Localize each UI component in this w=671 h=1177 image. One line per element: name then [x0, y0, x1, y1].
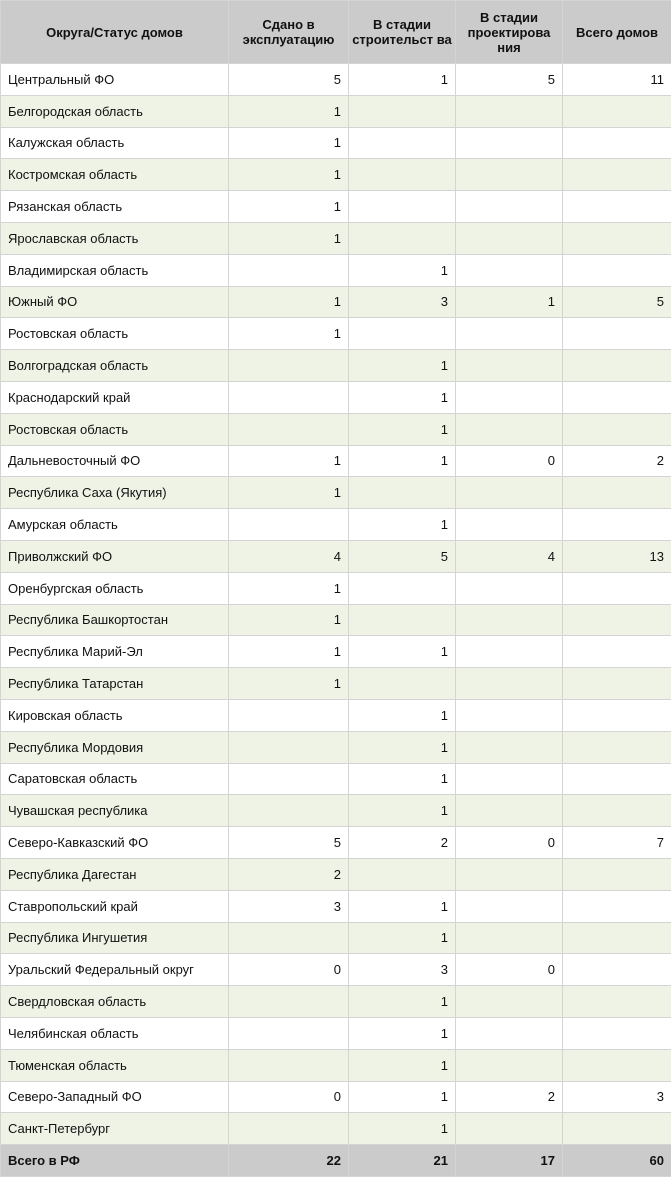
construction-cell: 1 — [349, 254, 456, 286]
design-cell — [456, 668, 563, 700]
region-name: Оренбургская область — [1, 572, 229, 604]
region-name: Республика Ингушетия — [1, 922, 229, 954]
commissioned-cell: 3 — [229, 890, 349, 922]
region-name: Северо-Западный ФО — [1, 1081, 229, 1113]
table-row — [1, 668, 671, 700]
table-row — [1, 922, 671, 954]
commissioned-cell: 1 — [229, 191, 349, 223]
total-cell — [563, 477, 671, 509]
table-row — [1, 318, 671, 350]
region-name: Центральный ФО — [1, 64, 229, 96]
commissioned-cell: 1 — [229, 572, 349, 604]
total-cell — [563, 1113, 671, 1145]
total-commissioned: 22 — [229, 1145, 349, 1177]
header-region: Округа/Статус домов — [1, 1, 229, 64]
total-cell — [563, 890, 671, 922]
table-row — [1, 159, 671, 191]
construction-cell: 1 — [349, 731, 456, 763]
total-cell — [563, 986, 671, 1018]
total-cell — [563, 509, 671, 541]
table-row — [1, 1113, 671, 1145]
design-cell — [456, 636, 563, 668]
construction-cell — [349, 858, 456, 890]
table-row — [1, 381, 671, 413]
design-cell — [456, 318, 563, 350]
table-row — [1, 477, 671, 509]
table-row — [1, 604, 671, 636]
region-name: Амурская область — [1, 509, 229, 541]
total-cell: 7 — [563, 827, 671, 859]
design-cell — [456, 191, 563, 223]
table-row — [1, 191, 671, 223]
construction-cell: 1 — [349, 890, 456, 922]
construction-cell: 1 — [349, 1017, 456, 1049]
design-cell — [456, 222, 563, 254]
commissioned-cell: 1 — [229, 222, 349, 254]
header-row — [1, 1, 671, 64]
table-row — [1, 636, 671, 668]
table-row — [1, 127, 671, 159]
design-cell — [456, 477, 563, 509]
commissioned-cell — [229, 763, 349, 795]
total-cell — [563, 954, 671, 986]
table-row — [1, 445, 671, 477]
design-cell — [456, 1113, 563, 1145]
construction-cell: 1 — [349, 64, 456, 96]
construction-cell — [349, 572, 456, 604]
commissioned-cell: 0 — [229, 954, 349, 986]
region-name: Тюменская область — [1, 1049, 229, 1081]
region-name: Владимирская область — [1, 254, 229, 286]
design-cell — [456, 350, 563, 382]
commissioned-cell — [229, 413, 349, 445]
region-name: Северо-Кавказский ФО — [1, 827, 229, 859]
design-cell — [456, 381, 563, 413]
commissioned-cell — [229, 1017, 349, 1049]
region-name: Ставропольский край — [1, 890, 229, 922]
table-row — [1, 95, 671, 127]
total-cell — [563, 922, 671, 954]
total-under-construction: 21 — [349, 1145, 456, 1177]
total-cell — [563, 127, 671, 159]
table-row — [1, 540, 671, 572]
region-name: Республика Башкортостан — [1, 604, 229, 636]
region-name: Санкт-Петербург — [1, 1113, 229, 1145]
region-name: Республика Марий-Эл — [1, 636, 229, 668]
commissioned-cell — [229, 254, 349, 286]
commissioned-cell: 1 — [229, 127, 349, 159]
construction-cell — [349, 95, 456, 127]
design-cell — [456, 509, 563, 541]
header-in-design: В стадии проектирова ния — [456, 1, 563, 64]
table-row — [1, 350, 671, 382]
construction-cell — [349, 318, 456, 350]
commissioned-cell — [229, 350, 349, 382]
table-row — [1, 699, 671, 731]
design-cell — [456, 1017, 563, 1049]
total-cell — [563, 350, 671, 382]
table-row — [1, 827, 671, 859]
design-cell: 4 — [456, 540, 563, 572]
total-cell — [563, 1017, 671, 1049]
commissioned-cell: 1 — [229, 445, 349, 477]
region-name: Белгородская область — [1, 95, 229, 127]
construction-cell: 1 — [349, 763, 456, 795]
design-cell: 2 — [456, 1081, 563, 1113]
construction-cell: 1 — [349, 381, 456, 413]
total-cell — [563, 668, 671, 700]
design-cell — [456, 95, 563, 127]
design-cell — [456, 1049, 563, 1081]
total-cell — [563, 604, 671, 636]
construction-cell: 1 — [349, 413, 456, 445]
commissioned-cell: 4 — [229, 540, 349, 572]
total-cell — [563, 318, 671, 350]
construction-cell: 3 — [349, 286, 456, 318]
commissioned-cell: 1 — [229, 286, 349, 318]
design-cell — [456, 159, 563, 191]
total-cell: 2 — [563, 445, 671, 477]
region-name: Саратовская область — [1, 763, 229, 795]
design-cell — [456, 604, 563, 636]
header-total-houses: Всего домов — [563, 1, 671, 64]
table-row — [1, 858, 671, 890]
header-commissioned: Сдано в эксплуатацию — [229, 1, 349, 64]
total-cell — [563, 254, 671, 286]
header-under-construction: В стадии строительст ва — [349, 1, 456, 64]
construction-cell: 3 — [349, 954, 456, 986]
total-cell: 5 — [563, 286, 671, 318]
construction-cell: 1 — [349, 699, 456, 731]
table-body — [1, 64, 671, 1145]
total-cell: 11 — [563, 64, 671, 96]
construction-cell: 1 — [349, 795, 456, 827]
design-cell: 0 — [456, 827, 563, 859]
commissioned-cell: 1 — [229, 668, 349, 700]
commissioned-cell — [229, 731, 349, 763]
design-cell — [456, 699, 563, 731]
construction-cell: 1 — [349, 986, 456, 1018]
table-row — [1, 413, 671, 445]
region-name: Краснодарский край — [1, 381, 229, 413]
region-name: Ярославская область — [1, 222, 229, 254]
total-cell — [563, 699, 671, 731]
table-row — [1, 1049, 671, 1081]
table-row — [1, 954, 671, 986]
total-cell: 3 — [563, 1081, 671, 1113]
region-name: Республика Саха (Якутия) — [1, 477, 229, 509]
commissioned-cell: 2 — [229, 858, 349, 890]
total-cell — [563, 381, 671, 413]
table-row — [1, 286, 671, 318]
design-cell — [456, 731, 563, 763]
total-cell — [563, 159, 671, 191]
total-cell — [563, 763, 671, 795]
region-name: Калужская область — [1, 127, 229, 159]
total-cell — [563, 413, 671, 445]
construction-cell — [349, 127, 456, 159]
commissioned-cell — [229, 922, 349, 954]
region-name: Ростовская область — [1, 413, 229, 445]
table-row — [1, 64, 671, 96]
construction-cell — [349, 477, 456, 509]
commissioned-cell: 5 — [229, 64, 349, 96]
table-row — [1, 1081, 671, 1113]
table-row — [1, 1017, 671, 1049]
table-row — [1, 795, 671, 827]
design-cell — [456, 858, 563, 890]
construction-cell: 1 — [349, 1049, 456, 1081]
construction-cell — [349, 604, 456, 636]
total-cell — [563, 1049, 671, 1081]
table-row — [1, 890, 671, 922]
design-cell — [456, 986, 563, 1018]
commissioned-cell: 1 — [229, 477, 349, 509]
table-row — [1, 509, 671, 541]
commissioned-cell — [229, 381, 349, 413]
table-row — [1, 731, 671, 763]
commissioned-cell: 1 — [229, 604, 349, 636]
total-cell — [563, 95, 671, 127]
commissioned-cell — [229, 699, 349, 731]
commissioned-cell: 1 — [229, 95, 349, 127]
design-cell — [456, 127, 563, 159]
commissioned-cell — [229, 1049, 349, 1081]
total-cell: 13 — [563, 540, 671, 572]
commissioned-cell: 5 — [229, 827, 349, 859]
construction-cell: 1 — [349, 445, 456, 477]
commissioned-cell — [229, 986, 349, 1018]
region-name: Дальневосточный ФО — [1, 445, 229, 477]
construction-cell — [349, 159, 456, 191]
table-row — [1, 763, 671, 795]
design-cell — [456, 254, 563, 286]
design-cell — [456, 413, 563, 445]
construction-cell — [349, 191, 456, 223]
construction-cell: 5 — [349, 540, 456, 572]
region-name: Южный ФО — [1, 286, 229, 318]
region-name: Чувашская республика — [1, 795, 229, 827]
region-name: Волгоградская область — [1, 350, 229, 382]
commissioned-cell: 0 — [229, 1081, 349, 1113]
construction-cell: 1 — [349, 1113, 456, 1145]
total-cell — [563, 572, 671, 604]
total-in-design: 17 — [456, 1145, 563, 1177]
design-cell — [456, 795, 563, 827]
commissioned-cell: 1 — [229, 159, 349, 191]
construction-cell: 1 — [349, 350, 456, 382]
design-cell: 1 — [456, 286, 563, 318]
construction-cell: 1 — [349, 636, 456, 668]
total-cell — [563, 858, 671, 890]
total-cell — [563, 731, 671, 763]
total-row — [1, 1145, 671, 1177]
design-cell — [456, 572, 563, 604]
commissioned-cell — [229, 795, 349, 827]
construction-cell: 1 — [349, 509, 456, 541]
region-name: Республика Татарстан — [1, 668, 229, 700]
region-name: Ростовская область — [1, 318, 229, 350]
region-name: Республика Мордовия — [1, 731, 229, 763]
table-row — [1, 254, 671, 286]
total-label: Всего в РФ — [1, 1145, 229, 1177]
construction-cell — [349, 222, 456, 254]
construction-cell — [349, 668, 456, 700]
commissioned-cell: 1 — [229, 636, 349, 668]
design-cell: 5 — [456, 64, 563, 96]
table-row — [1, 572, 671, 604]
construction-cell: 2 — [349, 827, 456, 859]
design-cell: 0 — [456, 445, 563, 477]
total-cell — [563, 795, 671, 827]
table-row — [1, 986, 671, 1018]
commissioned-cell: 1 — [229, 318, 349, 350]
table-row — [1, 222, 671, 254]
design-cell — [456, 890, 563, 922]
construction-cell: 1 — [349, 922, 456, 954]
region-name: Уральский Федеральный округ — [1, 954, 229, 986]
design-cell: 0 — [456, 954, 563, 986]
region-name: Костромская область — [1, 159, 229, 191]
total-cell — [563, 191, 671, 223]
construction-cell: 1 — [349, 1081, 456, 1113]
design-cell — [456, 763, 563, 795]
region-name: Кировская область — [1, 699, 229, 731]
design-cell — [456, 922, 563, 954]
region-name: Приволжский ФО — [1, 540, 229, 572]
region-name: Рязанская область — [1, 191, 229, 223]
total-cell — [563, 636, 671, 668]
region-name: Республика Дагестан — [1, 858, 229, 890]
total-cell — [563, 222, 671, 254]
commissioned-cell — [229, 509, 349, 541]
region-name: Челябинская область — [1, 1017, 229, 1049]
total-houses: 60 — [563, 1145, 671, 1177]
commissioned-cell — [229, 1113, 349, 1145]
region-name: Свердловская область — [1, 986, 229, 1018]
